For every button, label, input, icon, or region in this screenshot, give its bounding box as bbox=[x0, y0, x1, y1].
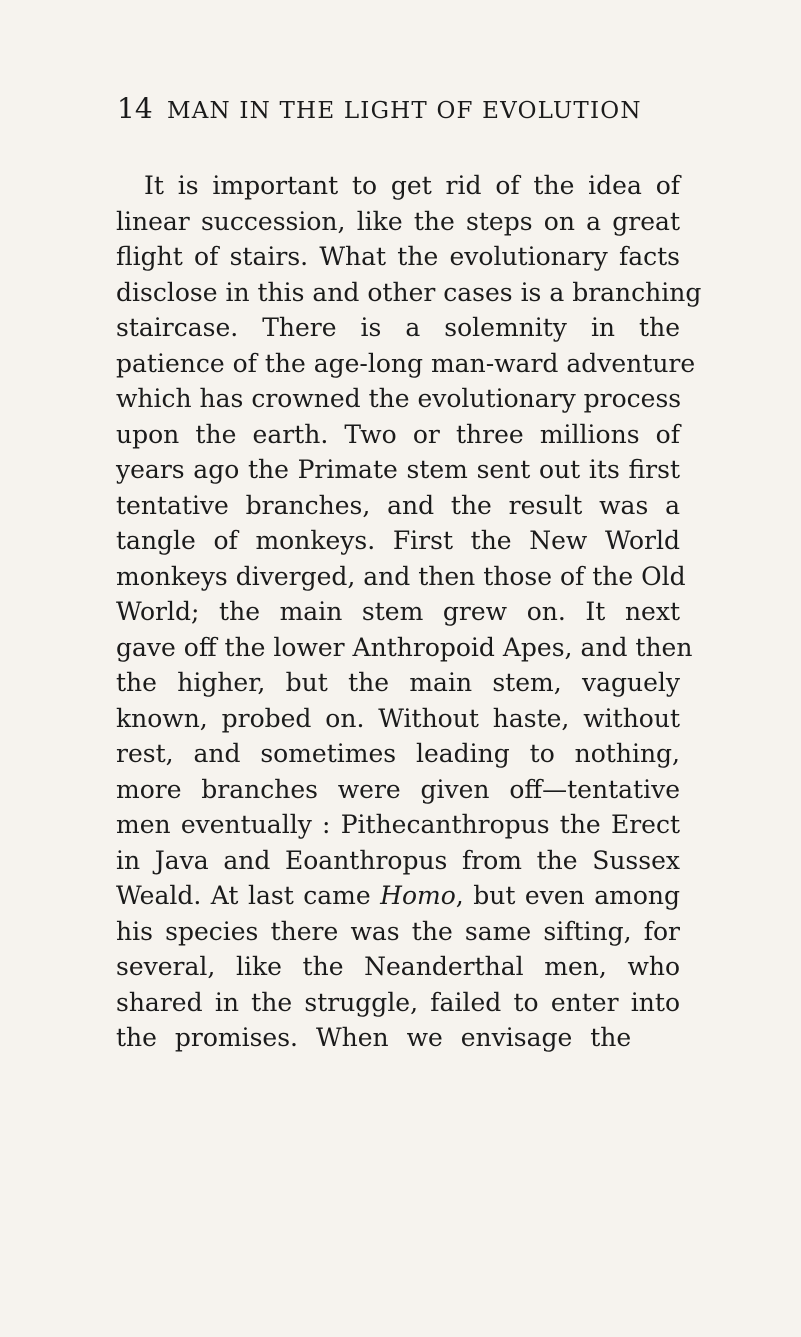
text-line-21-after: , but even among bbox=[455, 881, 680, 910]
text-line-2: linear succession, like the steps on a great bbox=[116, 206, 680, 236]
running-head bbox=[117, 92, 657, 132]
text-line-22: his species there was the same sifting, for bbox=[116, 916, 680, 946]
text-line-6: patience of the age-long man-ward adventure bbox=[116, 348, 696, 378]
text-line-10: tentative branches, and the result was a bbox=[116, 490, 680, 520]
text-line-8: upon the earth. Two or three millions of bbox=[116, 419, 680, 449]
text-line-25: the promises. When we envisage the bbox=[116, 1023, 632, 1052]
text-line-24: shared in the struggle, failed to enter into bbox=[116, 987, 680, 1017]
text-line-17: rest, and sometimes leading to nothing, bbox=[116, 739, 680, 768]
text-line-3: flight of stairs. What the evolutionary facts bbox=[116, 242, 680, 271]
text-line-14: gave off the lower Anthropoid Apes, and then bbox=[116, 632, 693, 662]
text-line-21 bbox=[116, 878, 680, 914]
text-line-9: years ago the Primate stem sent out its first bbox=[116, 455, 680, 484]
text-line-19: men eventually : Pithecanthropus the Erect bbox=[116, 810, 680, 839]
text-line-12: monkeys diverged, and then those of the Old bbox=[116, 561, 686, 591]
text-line-13: World; the main stem grew on. It next bbox=[116, 597, 680, 626]
text-line-7: which has crowned the evolutionary process bbox=[116, 384, 682, 413]
running-title: MAN IN THE LIGHT OF EVOLUTION bbox=[167, 98, 642, 124]
italic-term-homo: Homo bbox=[380, 881, 456, 910]
text-line-23: several, like the Neanderthal men, who bbox=[116, 952, 680, 981]
text-line-1: It is important to get rid of the idea of bbox=[144, 171, 680, 200]
text-line-5: staircase. There is a solemnity in the bbox=[116, 313, 680, 342]
text-line-18: more branches were given off—tentative bbox=[116, 774, 680, 804]
text-line-4: disclose in this and other cases is a branching bbox=[116, 277, 702, 307]
text-line-16: known, probed on. Without haste, without bbox=[116, 703, 680, 733]
text-line-11: tangle of monkeys. First the New World bbox=[116, 526, 680, 555]
text-line-15: the higher, but the main stem, vaguely bbox=[116, 668, 680, 697]
body-paragraph bbox=[116, 168, 702, 1056]
text-line-21-before: Weald. At last came bbox=[116, 881, 381, 910]
text-line-20: in Java and Eoanthropus from the Sussex bbox=[116, 845, 680, 875]
page-number: 14 bbox=[117, 92, 153, 125]
